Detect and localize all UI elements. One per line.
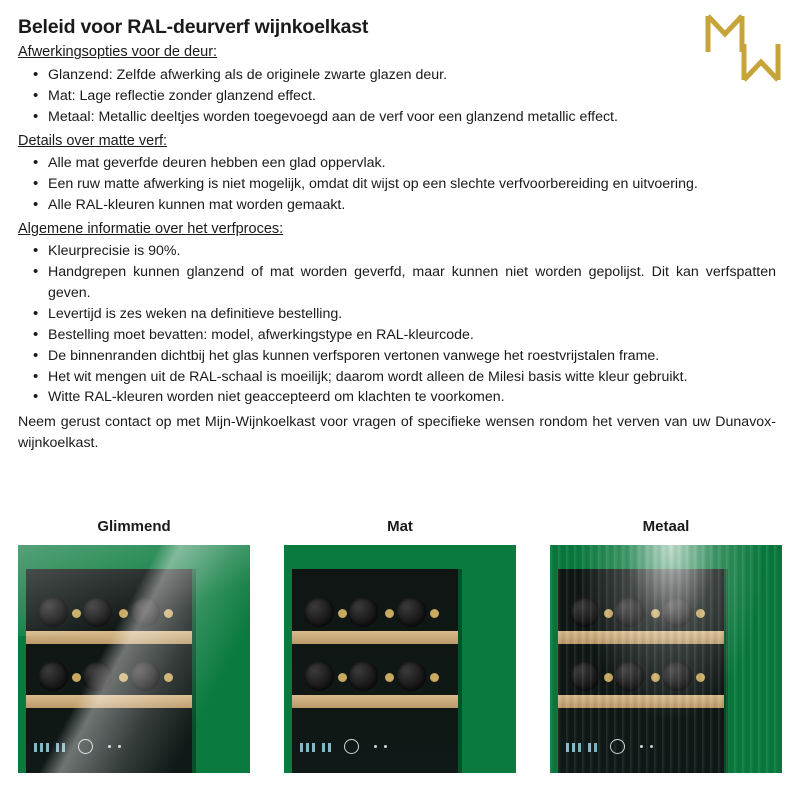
gallery-card-matte [284,518,516,773]
gallery-card-title: Mat [387,518,413,535]
list-item: • Levertijd is zes weken na definitieve bestelling. [48,304,782,325]
section-heading: Details over matte verf: [18,132,168,149]
closing-paragraph: Neem gerust contact op met Mijn-Wijnkoelkast voor vragen of specifieke wensen rondom het verven van uw Dunavox-wijnkoelkast. [18,414,776,452]
list-item: • Alle mat geverfde deuren hebben een glad oppervlak. [48,153,782,174]
wine-cooler-door-gloss [18,545,250,773]
matte-details-list [18,153,782,216]
page-title: Beleid voor RAL-deurverf wijnkoelkast [18,16,369,38]
gallery-card-metal [550,518,782,773]
gallery-card-gloss [18,518,250,773]
list-item: • Handgrepen kunnen glanzend of mat worden geverfd, maar kunnen niet worden gepolijst. Dit kan verfspatten geven. [48,262,782,304]
list-item: • Witte RAL-kleuren worden niet geaccepteerd om klachten te voorkomen. [48,387,782,408]
list-item: • Kleurprecisie is 90%. [48,241,782,262]
wine-cooler-door-metal [550,545,782,773]
list-item: • De binnenranden dichtbij het glas kunnen verfsporen vertonen vanwege het roestvrijstalen frame. [48,346,782,367]
section-heading: Afwerkingsopties voor de deur: [18,44,218,61]
section-heading: Algemene informatie over het verfproces: [18,220,284,237]
section-matte-details [18,132,782,216]
general-info-list [18,241,782,408]
list-item: • Het wit mengen uit de RAL-schaal is moeilijk; daarom wordt alleen de Milesi basis witte kleur gebruikt. [48,367,782,388]
finish-gallery [18,518,782,773]
list-item: • Glanzend: Zelfde afwerking als de originele zwarte glazen deur. [48,65,782,86]
gallery-card-title: Glimmend [97,518,171,535]
list-item: • Een ruw matte afwerking is niet mogelijk, omdat dit wijst op een slechte verfvoorbereiding en uitvoering. [48,174,782,195]
list-item: • Mat: Lage reflectie zonder glanzend effect. [48,86,782,107]
list-item: • Metaal: Metallic deeltjes worden toegevoegd aan de verf voor een glanzend metallic effect. [48,107,782,128]
section-finish-options [18,43,782,127]
section-general-info [18,220,782,409]
finish-options-list [18,65,782,128]
gallery-card-title: Metaal [642,518,690,535]
list-item: • Alle RAL-kleuren kunnen mat worden gemaakt. [48,195,782,216]
wine-cooler-door-matte [284,545,516,773]
list-item: • Bestelling moet bevatten: model, afwerkingstype en RAL-kleurcode. [48,325,782,346]
